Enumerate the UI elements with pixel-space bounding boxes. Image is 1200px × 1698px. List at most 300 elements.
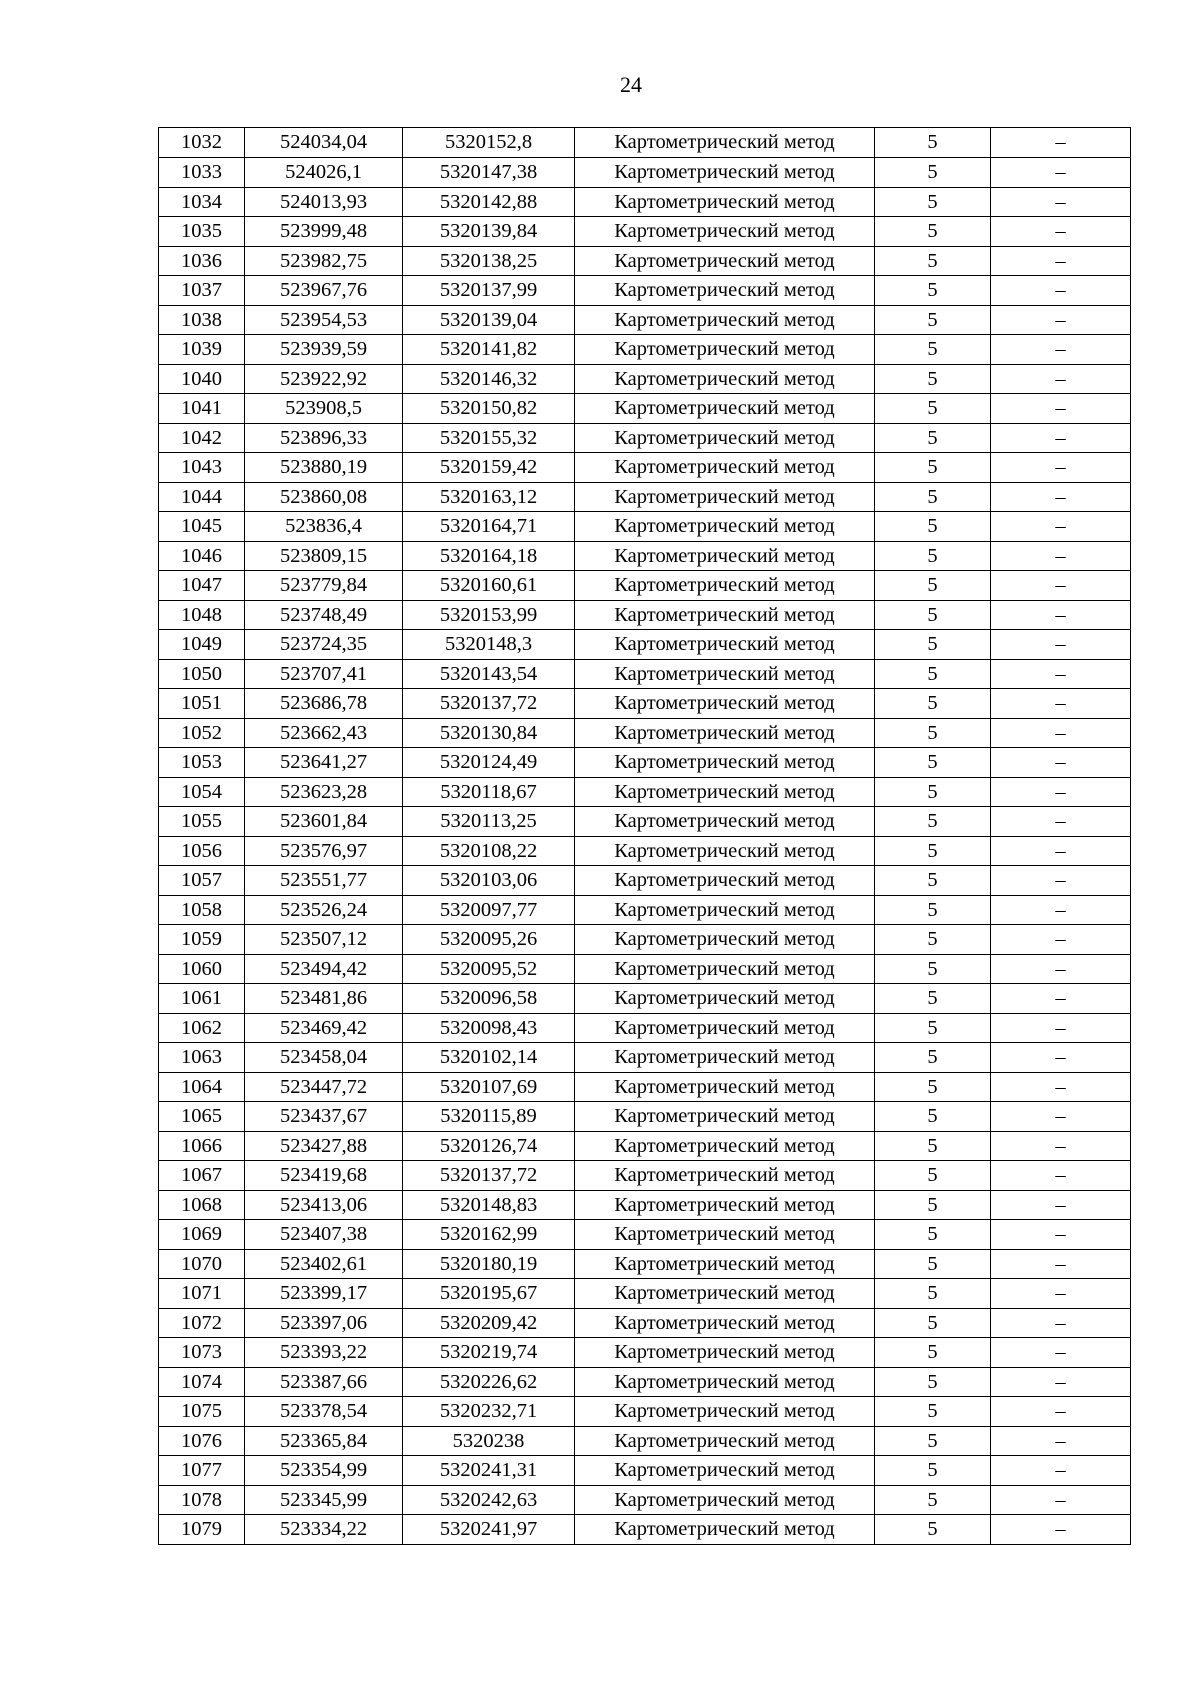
cell-point-number: 1066: [159, 1131, 245, 1161]
cell-y-coordinate: 5320115,89: [403, 1102, 575, 1132]
cell-y-coordinate: 5320150,82: [403, 394, 575, 424]
cell-accuracy: 5: [875, 1131, 991, 1161]
cell-accuracy: 5: [875, 364, 991, 394]
cell-accuracy: 5: [875, 1426, 991, 1456]
cell-x-coordinate: 523407,38: [245, 1220, 403, 1250]
cell-note: –: [991, 571, 1131, 601]
cell-x-coordinate: 523378,54: [245, 1397, 403, 1427]
cell-y-coordinate: 5320141,82: [403, 335, 575, 365]
cell-y-coordinate: 5320159,42: [403, 453, 575, 483]
cell-point-number: 1052: [159, 718, 245, 748]
cell-y-coordinate: 5320113,25: [403, 807, 575, 837]
cell-y-coordinate: 5320137,99: [403, 276, 575, 306]
cell-y-coordinate: 5320148,83: [403, 1190, 575, 1220]
table-row: [159, 1190, 1131, 1220]
cell-x-coordinate: 523365,84: [245, 1426, 403, 1456]
cell-note: –: [991, 1220, 1131, 1250]
cell-method: Картометрический метод: [575, 1043, 875, 1073]
cell-accuracy: 5: [875, 1338, 991, 1368]
cell-note: –: [991, 748, 1131, 778]
table-row: [159, 1043, 1131, 1073]
cell-x-coordinate: 523922,92: [245, 364, 403, 394]
cell-point-number: 1041: [159, 394, 245, 424]
cell-accuracy: 5: [875, 1515, 991, 1545]
cell-x-coordinate: 523399,17: [245, 1279, 403, 1309]
cell-accuracy: 5: [875, 895, 991, 925]
cell-point-number: 1050: [159, 659, 245, 689]
table-row: [159, 1426, 1131, 1456]
cell-accuracy: 5: [875, 217, 991, 247]
cell-point-number: 1043: [159, 453, 245, 483]
cell-y-coordinate: 5320226,62: [403, 1367, 575, 1397]
cell-method: Картометрический метод: [575, 1515, 875, 1545]
cell-method: Картометрический метод: [575, 630, 875, 660]
cell-y-coordinate: 5320142,88: [403, 187, 575, 217]
cell-y-coordinate: 5320139,04: [403, 305, 575, 335]
cell-accuracy: 5: [875, 187, 991, 217]
cell-x-coordinate: 523860,08: [245, 482, 403, 512]
cell-y-coordinate: 5320209,42: [403, 1308, 575, 1338]
cell-method: Картометрический метод: [575, 541, 875, 571]
cell-point-number: 1063: [159, 1043, 245, 1073]
table-row: [159, 423, 1131, 453]
cell-x-coordinate: 523999,48: [245, 217, 403, 247]
table-row: [159, 895, 1131, 925]
cell-x-coordinate: 523641,27: [245, 748, 403, 778]
table-row: [159, 630, 1131, 660]
cell-y-coordinate: 5320162,99: [403, 1220, 575, 1250]
cell-note: –: [991, 1013, 1131, 1043]
cell-x-coordinate: 523779,84: [245, 571, 403, 601]
cell-accuracy: 5: [875, 541, 991, 571]
cell-note: –: [991, 453, 1131, 483]
cell-point-number: 1046: [159, 541, 245, 571]
cell-method: Картометрический метод: [575, 571, 875, 601]
cell-note: –: [991, 187, 1131, 217]
cell-note: –: [991, 984, 1131, 1014]
cell-method: Картометрический метод: [575, 1131, 875, 1161]
cell-x-coordinate: 523402,61: [245, 1249, 403, 1279]
cell-accuracy: 5: [875, 984, 991, 1014]
cell-y-coordinate: 5320153,99: [403, 600, 575, 630]
cell-accuracy: 5: [875, 866, 991, 896]
cell-point-number: 1040: [159, 364, 245, 394]
cell-accuracy: 5: [875, 128, 991, 158]
cell-accuracy: 5: [875, 925, 991, 955]
cell-note: –: [991, 1072, 1131, 1102]
cell-note: –: [991, 689, 1131, 719]
cell-note: –: [991, 246, 1131, 276]
cell-x-coordinate: 523447,72: [245, 1072, 403, 1102]
cell-method: Картометрический метод: [575, 276, 875, 306]
cell-note: –: [991, 394, 1131, 424]
cell-method: Картометрический метод: [575, 1249, 875, 1279]
cell-x-coordinate: 523345,99: [245, 1485, 403, 1515]
cell-method: Картометрический метод: [575, 217, 875, 247]
cell-method: Картометрический метод: [575, 1397, 875, 1427]
cell-point-number: 1060: [159, 954, 245, 984]
cell-accuracy: 5: [875, 1013, 991, 1043]
cell-y-coordinate: 5320102,14: [403, 1043, 575, 1073]
cell-point-number: 1038: [159, 305, 245, 335]
cell-method: Картометрический метод: [575, 1308, 875, 1338]
cell-method: Картометрический метод: [575, 1279, 875, 1309]
cell-method: Картометрический метод: [575, 1338, 875, 1368]
table-row: [159, 1279, 1131, 1309]
cell-note: –: [991, 1161, 1131, 1191]
cell-method: Картометрический метод: [575, 1220, 875, 1250]
cell-accuracy: 5: [875, 689, 991, 719]
cell-x-coordinate: 523419,68: [245, 1161, 403, 1191]
cell-method: Картометрический метод: [575, 128, 875, 158]
cell-method: Картометрический метод: [575, 925, 875, 955]
cell-method: Картометрический метод: [575, 364, 875, 394]
cell-x-coordinate: 523551,77: [245, 866, 403, 896]
cell-note: –: [991, 925, 1131, 955]
cell-note: –: [991, 1485, 1131, 1515]
cell-accuracy: 5: [875, 1043, 991, 1073]
cell-note: –: [991, 541, 1131, 571]
table-row: [159, 1220, 1131, 1250]
cell-method: Картометрический метод: [575, 305, 875, 335]
cell-note: –: [991, 954, 1131, 984]
cell-x-coordinate: 523896,33: [245, 423, 403, 453]
table-row: [159, 689, 1131, 719]
cell-note: –: [991, 1308, 1131, 1338]
cell-y-coordinate: 5320137,72: [403, 1161, 575, 1191]
table-row: [159, 1131, 1131, 1161]
cell-method: Картометрический метод: [575, 718, 875, 748]
cell-method: Картометрический метод: [575, 866, 875, 896]
cell-note: –: [991, 1279, 1131, 1309]
cell-y-coordinate: 5320163,12: [403, 482, 575, 512]
cell-x-coordinate: 523427,88: [245, 1131, 403, 1161]
table-row: [159, 748, 1131, 778]
cell-point-number: 1051: [159, 689, 245, 719]
cell-x-coordinate: 523982,75: [245, 246, 403, 276]
cell-point-number: 1068: [159, 1190, 245, 1220]
cell-x-coordinate: 523601,84: [245, 807, 403, 837]
cell-point-number: 1078: [159, 1485, 245, 1515]
cell-x-coordinate: 523748,49: [245, 600, 403, 630]
cell-accuracy: 5: [875, 1397, 991, 1427]
cell-method: Картометрический метод: [575, 423, 875, 453]
cell-note: –: [991, 807, 1131, 837]
cell-y-coordinate: 5320095,26: [403, 925, 575, 955]
cell-point-number: 1075: [159, 1397, 245, 1427]
cell-point-number: 1036: [159, 246, 245, 276]
table-row: [159, 1161, 1131, 1191]
table-row: [159, 394, 1131, 424]
cell-method: Картометрический метод: [575, 895, 875, 925]
table-row: [159, 1308, 1131, 1338]
cell-point-number: 1076: [159, 1426, 245, 1456]
cell-y-coordinate: 5320242,63: [403, 1485, 575, 1515]
cell-accuracy: 5: [875, 1161, 991, 1191]
cell-note: –: [991, 1338, 1131, 1368]
cell-y-coordinate: 5320147,38: [403, 158, 575, 188]
cell-note: –: [991, 305, 1131, 335]
cell-x-coordinate: 523334,22: [245, 1515, 403, 1545]
cell-y-coordinate: 5320138,25: [403, 246, 575, 276]
cell-y-coordinate: 5320126,74: [403, 1131, 575, 1161]
cell-x-coordinate: 523526,24: [245, 895, 403, 925]
cell-method: Картометрический метод: [575, 807, 875, 837]
cell-accuracy: 5: [875, 748, 991, 778]
cell-point-number: 1072: [159, 1308, 245, 1338]
cell-point-number: 1045: [159, 512, 245, 542]
cell-point-number: 1034: [159, 187, 245, 217]
cell-accuracy: 5: [875, 246, 991, 276]
cell-accuracy: 5: [875, 1485, 991, 1515]
cell-note: –: [991, 718, 1131, 748]
table-row: [159, 954, 1131, 984]
cell-accuracy: 5: [875, 954, 991, 984]
cell-y-coordinate: 5320241,97: [403, 1515, 575, 1545]
cell-point-number: 1044: [159, 482, 245, 512]
cell-accuracy: 5: [875, 659, 991, 689]
cell-note: –: [991, 128, 1131, 158]
cell-accuracy: 5: [875, 1072, 991, 1102]
cell-accuracy: 5: [875, 1367, 991, 1397]
cell-x-coordinate: 523662,43: [245, 718, 403, 748]
cell-accuracy: 5: [875, 453, 991, 483]
cell-point-number: 1070: [159, 1249, 245, 1279]
cell-note: –: [991, 1249, 1131, 1279]
table-row: [159, 1397, 1131, 1427]
cell-point-number: 1073: [159, 1338, 245, 1368]
table-row: [159, 659, 1131, 689]
cell-note: –: [991, 630, 1131, 660]
cell-point-number: 1074: [159, 1367, 245, 1397]
cell-note: –: [991, 1515, 1131, 1545]
cell-x-coordinate: 523809,15: [245, 541, 403, 571]
cell-accuracy: 5: [875, 1220, 991, 1250]
cell-method: Картометрический метод: [575, 659, 875, 689]
cell-method: Картометрический метод: [575, 954, 875, 984]
cell-point-number: 1056: [159, 836, 245, 866]
cell-y-coordinate: 5320143,54: [403, 659, 575, 689]
table-row: [159, 718, 1131, 748]
cell-point-number: 1059: [159, 925, 245, 955]
cell-y-coordinate: 5320103,06: [403, 866, 575, 896]
cell-method: Картометрический метод: [575, 1161, 875, 1191]
cell-x-coordinate: 523908,5: [245, 394, 403, 424]
table-row: [159, 364, 1131, 394]
table-row: [159, 1515, 1131, 1545]
cell-method: Картометрический метод: [575, 1072, 875, 1102]
table-row: [159, 1485, 1131, 1515]
cell-method: Картометрический метод: [575, 394, 875, 424]
cell-x-coordinate: 523481,86: [245, 984, 403, 1014]
cell-accuracy: 5: [875, 1308, 991, 1338]
cell-note: –: [991, 836, 1131, 866]
cell-x-coordinate: 523354,99: [245, 1456, 403, 1486]
table-row: [159, 807, 1131, 837]
cell-point-number: 1064: [159, 1072, 245, 1102]
cell-accuracy: 5: [875, 571, 991, 601]
cell-y-coordinate: 5320118,67: [403, 777, 575, 807]
table-row: [159, 1102, 1131, 1132]
cell-point-number: 1069: [159, 1220, 245, 1250]
cell-note: –: [991, 1043, 1131, 1073]
cell-note: –: [991, 423, 1131, 453]
cell-note: –: [991, 1397, 1131, 1427]
table-row: [159, 571, 1131, 601]
cell-point-number: 1047: [159, 571, 245, 601]
cell-x-coordinate: 523967,76: [245, 276, 403, 306]
table-row: [159, 158, 1131, 188]
cell-method: Картометрический метод: [575, 187, 875, 217]
cell-note: –: [991, 1426, 1131, 1456]
cell-x-coordinate: 523623,28: [245, 777, 403, 807]
cell-note: –: [991, 158, 1131, 188]
cell-x-coordinate: 523437,67: [245, 1102, 403, 1132]
cell-point-number: 1077: [159, 1456, 245, 1486]
cell-point-number: 1079: [159, 1515, 245, 1545]
cell-x-coordinate: 524034,04: [245, 128, 403, 158]
cell-accuracy: 5: [875, 600, 991, 630]
table-row: [159, 1338, 1131, 1368]
cell-point-number: 1039: [159, 335, 245, 365]
cell-accuracy: 5: [875, 482, 991, 512]
cell-method: Картометрический метод: [575, 1190, 875, 1220]
cell-x-coordinate: 523458,04: [245, 1043, 403, 1073]
cell-note: –: [991, 1367, 1131, 1397]
table-row: [159, 925, 1131, 955]
cell-x-coordinate: 523397,06: [245, 1308, 403, 1338]
cell-note: –: [991, 364, 1131, 394]
cell-y-coordinate: 5320108,22: [403, 836, 575, 866]
cell-accuracy: 5: [875, 512, 991, 542]
cell-x-coordinate: 523724,35: [245, 630, 403, 660]
table-row: [159, 128, 1131, 158]
table-row: [159, 866, 1131, 896]
table-row: [159, 305, 1131, 335]
cell-y-coordinate: 5320146,32: [403, 364, 575, 394]
cell-accuracy: 5: [875, 423, 991, 453]
table-row: [159, 1072, 1131, 1102]
cell-note: –: [991, 276, 1131, 306]
cell-point-number: 1035: [159, 217, 245, 247]
cell-accuracy: 5: [875, 276, 991, 306]
cell-accuracy: 5: [875, 777, 991, 807]
cell-accuracy: 5: [875, 335, 991, 365]
cell-method: Картометрический метод: [575, 748, 875, 778]
cell-y-coordinate: 5320232,71: [403, 1397, 575, 1427]
cell-method: Картометрический метод: [575, 689, 875, 719]
cell-method: Картометрический метод: [575, 1485, 875, 1515]
cell-y-coordinate: 5320164,71: [403, 512, 575, 542]
table-row: [159, 276, 1131, 306]
cell-y-coordinate: 5320124,49: [403, 748, 575, 778]
cell-x-coordinate: 523393,22: [245, 1338, 403, 1368]
cell-y-coordinate: 5320097,77: [403, 895, 575, 925]
cell-x-coordinate: 523880,19: [245, 453, 403, 483]
cell-accuracy: 5: [875, 807, 991, 837]
table-row: [159, 482, 1131, 512]
cell-y-coordinate: 5320095,52: [403, 954, 575, 984]
table-row: [159, 217, 1131, 247]
cell-method: Картометрический метод: [575, 1102, 875, 1132]
cell-point-number: 1037: [159, 276, 245, 306]
cell-accuracy: 5: [875, 718, 991, 748]
cell-method: Картометрический метод: [575, 836, 875, 866]
cell-note: –: [991, 895, 1131, 925]
table-row: [159, 512, 1131, 542]
cell-method: Картометрический метод: [575, 482, 875, 512]
cell-accuracy: 5: [875, 158, 991, 188]
cell-note: –: [991, 659, 1131, 689]
cell-x-coordinate: 523576,97: [245, 836, 403, 866]
cell-accuracy: 5: [875, 1249, 991, 1279]
cell-note: –: [991, 777, 1131, 807]
table-row: [159, 984, 1131, 1014]
cell-x-coordinate: 523707,41: [245, 659, 403, 689]
table-row: [159, 335, 1131, 365]
cell-y-coordinate: 5320180,19: [403, 1249, 575, 1279]
cell-y-coordinate: 5320130,84: [403, 718, 575, 748]
cell-x-coordinate: 524026,1: [245, 158, 403, 188]
cell-x-coordinate: 523494,42: [245, 954, 403, 984]
cell-method: Картометрический метод: [575, 1456, 875, 1486]
cell-note: –: [991, 1102, 1131, 1132]
cell-note: –: [991, 600, 1131, 630]
table-row: [159, 1013, 1131, 1043]
cell-x-coordinate: 523387,66: [245, 1367, 403, 1397]
cell-y-coordinate: 5320238: [403, 1426, 575, 1456]
cell-x-coordinate: 523469,42: [245, 1013, 403, 1043]
table-row: [159, 453, 1131, 483]
cell-x-coordinate: 523686,78: [245, 689, 403, 719]
cell-point-number: 1049: [159, 630, 245, 660]
cell-method: Картометрический метод: [575, 1367, 875, 1397]
coordinates-table: [158, 127, 1131, 1545]
cell-point-number: 1048: [159, 600, 245, 630]
cell-note: –: [991, 482, 1131, 512]
cell-point-number: 1033: [159, 158, 245, 188]
cell-point-number: 1042: [159, 423, 245, 453]
cell-method: Картометрический метод: [575, 512, 875, 542]
cell-method: Картометрический метод: [575, 777, 875, 807]
cell-method: Картометрический метод: [575, 453, 875, 483]
cell-point-number: 1067: [159, 1161, 245, 1191]
cell-accuracy: 5: [875, 305, 991, 335]
cell-y-coordinate: 5320241,31: [403, 1456, 575, 1486]
cell-y-coordinate: 5320148,3: [403, 630, 575, 660]
cell-x-coordinate: 523939,59: [245, 335, 403, 365]
cell-x-coordinate: 524013,93: [245, 187, 403, 217]
table-row: [159, 1367, 1131, 1397]
table-row: [159, 1249, 1131, 1279]
cell-y-coordinate: 5320155,32: [403, 423, 575, 453]
cell-point-number: 1058: [159, 895, 245, 925]
cell-y-coordinate: 5320098,43: [403, 1013, 575, 1043]
table-row: [159, 777, 1131, 807]
cell-y-coordinate: 5320107,69: [403, 1072, 575, 1102]
cell-accuracy: 5: [875, 836, 991, 866]
cell-point-number: 1054: [159, 777, 245, 807]
cell-accuracy: 5: [875, 630, 991, 660]
cell-accuracy: 5: [875, 1279, 991, 1309]
cell-method: Картометрический метод: [575, 158, 875, 188]
cell-y-coordinate: 5320137,72: [403, 689, 575, 719]
cell-x-coordinate: 523836,4: [245, 512, 403, 542]
cell-point-number: 1055: [159, 807, 245, 837]
cell-method: Картометрический метод: [575, 984, 875, 1014]
cell-y-coordinate: 5320139,84: [403, 217, 575, 247]
cell-accuracy: 5: [875, 1102, 991, 1132]
